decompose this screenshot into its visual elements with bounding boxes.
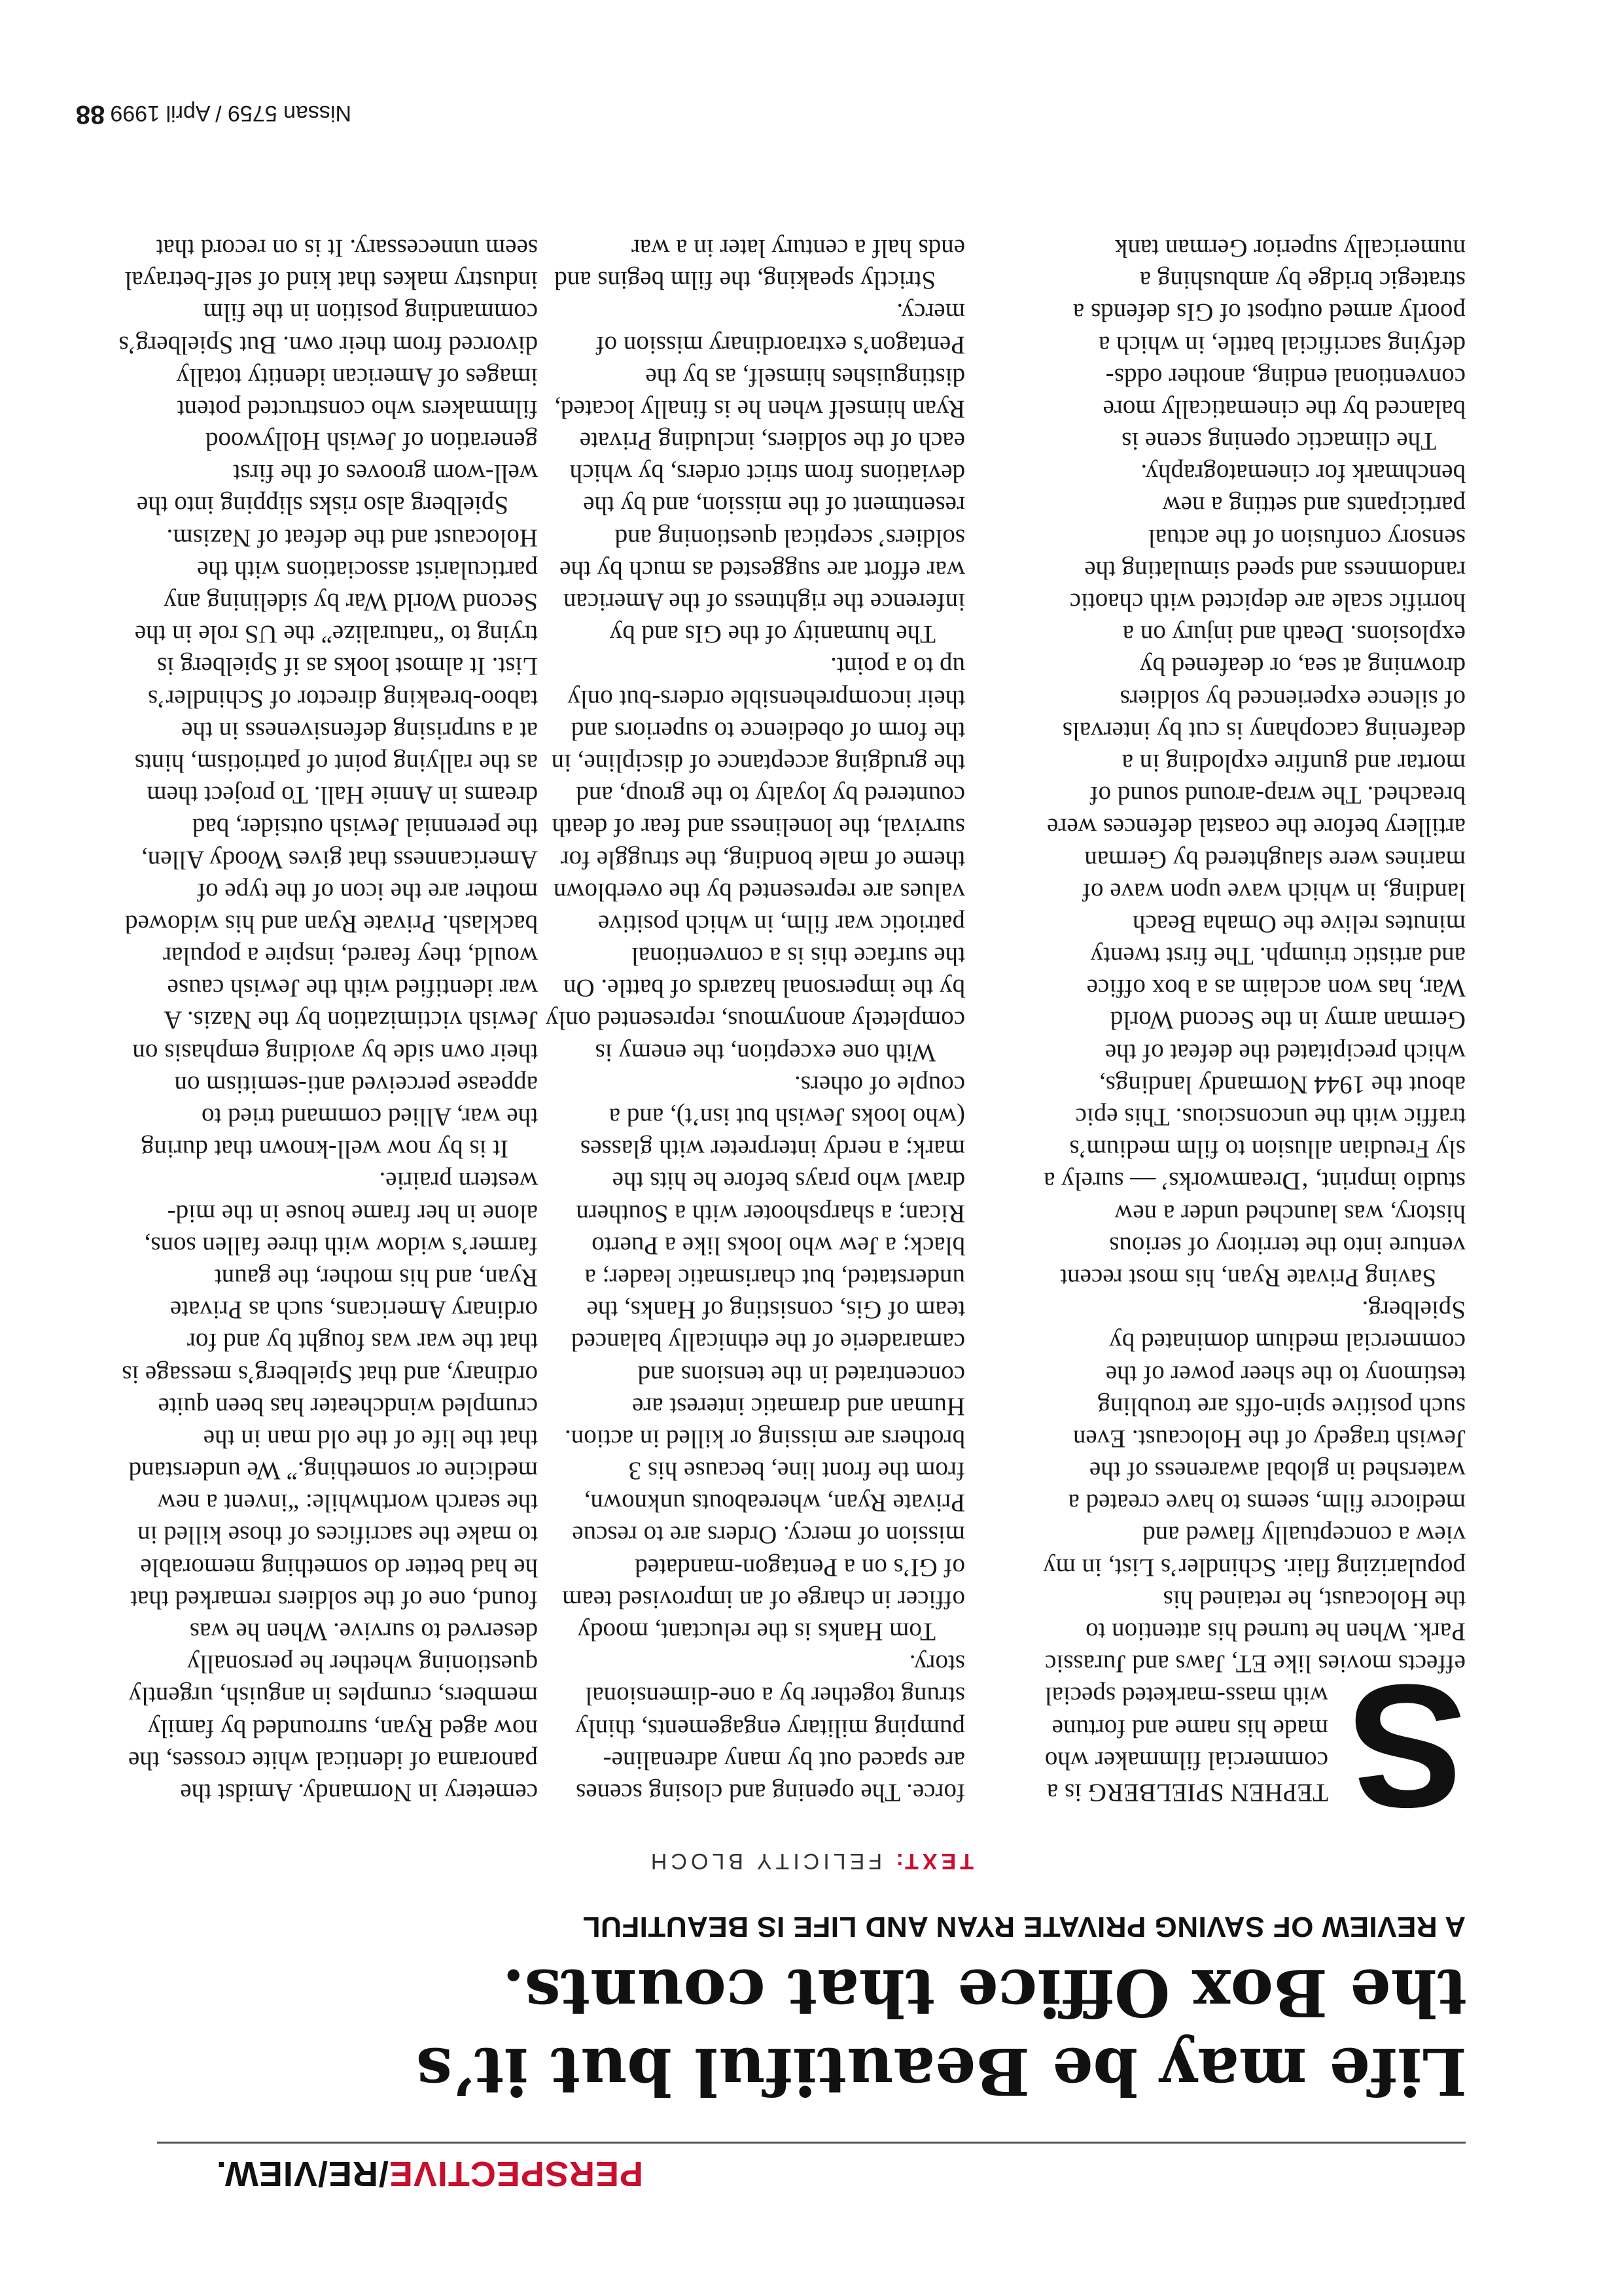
byline-label: TEXT: <box>892 1849 974 1873</box>
text-line: divorced from their own. But Spielberg’s <box>118 330 538 359</box>
text-line: marines were slaughtered by German <box>1084 845 1466 874</box>
text-line: backlash. Private Ryan and his widowed <box>125 909 538 938</box>
text-line: generation of Jewish Hollywood <box>205 427 538 456</box>
page-folio <box>76 100 351 128</box>
text-line: found, one of the soldiers remarked that <box>130 1585 538 1614</box>
text-line: countered by loyalty to the group, and <box>576 781 965 810</box>
text-line: the form of obedience to superiors and <box>571 716 965 745</box>
text-line: List. It almost looks as if Spielberg is <box>156 652 538 681</box>
text-line: such positive spin-offs are troubling <box>1097 1392 1466 1421</box>
text-line: values are represented by the overblown <box>553 877 965 906</box>
text-line: the grudging acceptance of discipline, in <box>551 749 965 777</box>
text-line: seem unnecessary. It is on record that <box>156 234 538 262</box>
text-line: Spielberg also risks slipping into the <box>136 491 508 520</box>
byline <box>647 1848 974 1874</box>
text-line: TEPHEN SPIELBERG is a <box>1046 1779 1328 1807</box>
text-line: their own side by avoiding emphasis on <box>132 1038 538 1067</box>
text-line: mother are the icon of the type of <box>197 877 538 906</box>
text-line: trying to “naturalize” the US role in the <box>134 620 538 649</box>
text-line: up to a point. <box>830 652 965 681</box>
text-line: strung together by a one-dimensional <box>585 1682 965 1711</box>
text-line: as the rallying point of patriotism, hints <box>134 749 538 777</box>
text-line: filmmakers who constructed potent <box>177 394 538 423</box>
text-line: war effort are suggested as much by the <box>559 555 965 584</box>
text-line: well-worn grooves of the first <box>233 459 538 488</box>
text-line: deserved to survive. When he was <box>189 1618 538 1646</box>
text-line: taboo-breaking director of Schindler’s <box>147 684 538 713</box>
text-line: defying sacrificial battle, in which a <box>1099 330 1466 359</box>
header-rule <box>157 2142 1466 2144</box>
text-line: (who looks Jewish but isn’t), and a <box>609 1103 965 1132</box>
text-line: history, was launched under a new <box>1114 1199 1466 1228</box>
text-line: studio imprint, ‘Dreamworks’ — surely a <box>1044 1167 1466 1196</box>
text-line: Saving Private Ryan, his most recent <box>1060 1264 1436 1292</box>
text-column-3 <box>119 232 538 1809</box>
text-line: alone in her frame house in the mid- <box>167 1199 538 1228</box>
text-line: drawl who prays before he hits the <box>612 1167 965 1196</box>
section-label-perspective: PERSPECTIVE <box>388 2154 643 2193</box>
text-line: the Holocaust, he retained his <box>1163 1585 1466 1614</box>
text-line: Tom Hanks is the reluctant, moody <box>577 1618 936 1646</box>
text-column-2 <box>545 232 965 1809</box>
text-line: minutes relive the Omaha Beach <box>1133 909 1466 938</box>
text-line: and artistic triumph. The first twenty <box>1090 942 1466 971</box>
text-line: venture into the territory of serious <box>1109 1231 1466 1260</box>
text-line: story. <box>909 1650 965 1679</box>
text-line: Americanness that gives Woody Allen, <box>141 845 538 874</box>
text-line: Rican; a sharpshooter with a Southern <box>576 1199 965 1228</box>
text-line: completely anonymous, represented only <box>545 1006 965 1035</box>
text-line: drowning at sea, or deafened by <box>1139 652 1466 681</box>
text-line: brothers are missing or killed in action. <box>565 1424 965 1453</box>
text-line: couple of others. <box>794 1070 965 1099</box>
text-line: crumpled windcheater has been quite <box>158 1392 538 1421</box>
text-line: force. The opening and closing scenes <box>576 1779 965 1807</box>
text-line: Spielberg. <box>1362 1296 1466 1325</box>
text-line: farmer’s widow with three fallen sons, <box>144 1231 538 1260</box>
text-line: testimony to the sheer power of the <box>1105 1360 1466 1389</box>
text-line: commanding position in the film <box>203 298 538 327</box>
text-line: The climactic opening scene is <box>1121 427 1436 456</box>
section-label <box>216 2154 643 2193</box>
text-line: theme of male bonding, the struggle for <box>560 845 965 874</box>
text-line: benchmark for cinematography. <box>1140 459 1466 488</box>
text-line: mercy. <box>896 298 965 327</box>
text-line: of silence experienced by soldiers <box>1120 684 1466 713</box>
text-line: numerically superior German tank <box>1114 234 1466 262</box>
text-line: the perennial Jewish outsider, bad <box>192 813 538 842</box>
text-line: panorama of identical white crosses, the <box>128 1746 538 1775</box>
text-line: resentment of the mission, and by the <box>583 491 965 520</box>
text-line: Second World War by sidelining any <box>164 588 538 617</box>
text-line: conventional ending, another odds- <box>1105 362 1466 391</box>
text-line: from the front line, because his 3 <box>628 1457 965 1486</box>
text-line: images of American identity totally <box>176 362 538 391</box>
text-line: camaraderie of the ethnically balanced <box>571 1328 965 1357</box>
text-line: soldiers’ sceptical questioning and <box>614 523 965 552</box>
text-line: industry makes that kind of self-betrayal <box>124 266 538 295</box>
article-subheading: A REVIEW OF SAVING PRIVATE RYAN AND LIFE IS BEAUTIFUL <box>582 1911 1466 1943</box>
text-line: mission of mercy. Orders are to rescue <box>572 1521 965 1550</box>
text-line: Holocaust and the defeat of Nazism. <box>166 523 538 552</box>
text-line: effects movies like ET, Jaws and Jurassic <box>1045 1650 1466 1679</box>
text-line: popularizing flair. Schindler’s List, in my <box>1043 1553 1466 1582</box>
drop-cap: S <box>1349 1648 1466 1845</box>
text-line: patriotic war film, in which positive <box>597 909 965 938</box>
text-line: sly Freudian allusion to film medium’s <box>1069 1135 1466 1164</box>
text-line: that the life of the old man in the <box>203 1424 538 1453</box>
text-line: randomness and speed simulating the <box>1084 555 1466 584</box>
text-line: their incomprehensible orders-but only <box>567 684 965 713</box>
text-line: mediocre film, seems to have created a <box>1068 1489 1466 1518</box>
text-line: ordinary Americans, such as Private <box>169 1296 538 1325</box>
text-line: the war, Allied command tried to <box>202 1103 538 1132</box>
text-line: he had better do something memorable <box>140 1553 538 1582</box>
text-column-1 <box>1043 232 1466 1809</box>
article-headline: Life may be Beautiful but it’s the Box Office that counts. <box>415 1955 1467 2108</box>
text-line: strategic bridge by ambushing a <box>1139 266 1466 295</box>
text-line: German army in the Second World <box>1110 1006 1466 1035</box>
text-line: the surface this is a conventional <box>631 942 965 971</box>
text-line: that the war was fought by and for <box>186 1328 538 1357</box>
text-line: team of Gis, consisting of Hanks, the <box>586 1296 965 1325</box>
text-line: It is by now well-known that during <box>141 1135 508 1164</box>
text-line: now aged Ryan, surrounded by family <box>147 1714 538 1743</box>
text-line: deviations from strict orders, by which <box>569 459 965 488</box>
text-line: Jewish victimization by the Nazis. A <box>164 1006 538 1035</box>
text-line: mark; a nerdy interpreter with glasses <box>580 1135 965 1164</box>
text-line: which precipitated the defeat of the <box>1104 1038 1466 1067</box>
text-line: inference the rightness of the American <box>563 588 965 617</box>
text-line: at a surprising defensiveness in the <box>181 716 538 745</box>
text-line: War, has won acclaim as a box office <box>1086 974 1466 1003</box>
text-line: with mass-marketed special <box>1044 1682 1328 1711</box>
text-line: to make the sacrifices of those killed in <box>137 1521 538 1550</box>
text-line: pumping military engagements, thinly <box>575 1714 965 1743</box>
text-line: war identified with the Jewish cause <box>167 974 538 1003</box>
text-line: the search worthwhile: “invent a new <box>157 1489 538 1518</box>
text-line: Ryan himself when he is finally located, <box>554 394 965 423</box>
text-line: ends half a century later in a war <box>631 234 965 262</box>
text-line: of GI’s on a Pentagon-mandated <box>635 1553 965 1582</box>
text-line: appease perceived anti-semitism on <box>174 1070 538 1099</box>
text-line: are spaced out by many adrenaline- <box>603 1746 965 1775</box>
page-number: 88 <box>75 100 105 129</box>
text-line: Pentagon’s extraordinary mission of <box>595 330 965 359</box>
text-line: artillery before the coastal defences were <box>1047 813 1466 842</box>
text-line: officer in charge of an improvised team <box>562 1585 965 1614</box>
text-line: sensory confusion of the actual <box>1148 523 1466 552</box>
text-line: dreams in Annie Hall. To project them <box>147 781 538 810</box>
text-line: survival, the loneliness and fear of death <box>552 813 965 842</box>
text-line: commercial filmmaker who <box>1044 1746 1328 1775</box>
text-line: Park. When he turned his attention to <box>1086 1618 1466 1646</box>
text-line: Private Ryan, whereabouts unknown, <box>584 1489 965 1518</box>
text-line: With one exception, the enemy is <box>595 1038 936 1067</box>
text-line: participants and setting a new <box>1162 491 1466 520</box>
text-line: medicine or something.” We understand <box>128 1457 538 1486</box>
text-line: about the 1944 Normandy landings, <box>1099 1070 1466 1099</box>
text-line: landing, in which wave upon wave of <box>1082 877 1466 906</box>
text-line: distinguishes himself, as by the <box>645 362 965 391</box>
text-line: balanced by the cinematically more <box>1103 394 1466 423</box>
text-line: made his name and fortune <box>1051 1714 1328 1743</box>
text-line: by the impersonal hazards of battle. On <box>563 974 965 1003</box>
text-line: explosions. Death and injury on a <box>1122 620 1466 649</box>
text-line: would, they feared, inspire a popular <box>163 942 538 971</box>
byline-author: FELICITY BLOCH <box>646 1849 883 1873</box>
text-line: western prairie. <box>379 1167 538 1196</box>
text-line: Human and dramatic interest are <box>632 1392 965 1421</box>
text-line: each of the soldiers, including Private <box>579 427 965 456</box>
text-line: Strictly speaking, the film begins and <box>554 266 936 295</box>
text-line: members, crumples in anguish, urgently <box>128 1682 538 1711</box>
text-line: horrific scale are depicted with chaotic <box>1069 588 1466 617</box>
section-label-review: /RE/VIEW. <box>215 2154 389 2193</box>
text-line: deafening cacophany is cut by intervals <box>1062 716 1466 745</box>
text-line: ordinary, and that Spielberg’s message is <box>122 1360 538 1389</box>
text-line: concentrated in the tensions and <box>637 1360 965 1389</box>
text-line: cemetery in Normandy. Amidst the <box>180 1779 538 1807</box>
text-line: questioning whether he personally <box>186 1650 538 1679</box>
text-line: black; a Jew who looks like a Puerto <box>591 1231 965 1260</box>
text-line: understated, but charismatic leader; a <box>584 1264 965 1292</box>
text-line: Jewish tragedy of the Holocaust. Even <box>1072 1424 1466 1453</box>
text-line: particularist associations with the <box>197 555 538 584</box>
text-line: mortar and gunfire exploding in a <box>1121 749 1466 777</box>
text-line: Ryan, and his mother, the gaunt <box>214 1264 538 1292</box>
text-line: commercial medium dominated by <box>1109 1328 1466 1357</box>
text-line: watershed in global awareness of the <box>1089 1457 1466 1486</box>
issue-date: Nissan 5759 / April 1999 <box>110 101 351 126</box>
text-line: The humanity of the GIs and by <box>609 620 936 649</box>
text-line: view a conceptually flawed and <box>1142 1521 1466 1550</box>
text-line: traffic with the unconscious. This epic <box>1075 1103 1466 1132</box>
text-line: breached. The wrap-around sound of <box>1089 781 1466 810</box>
text-line: poorly armed outpost of GIs defends a <box>1072 298 1466 327</box>
